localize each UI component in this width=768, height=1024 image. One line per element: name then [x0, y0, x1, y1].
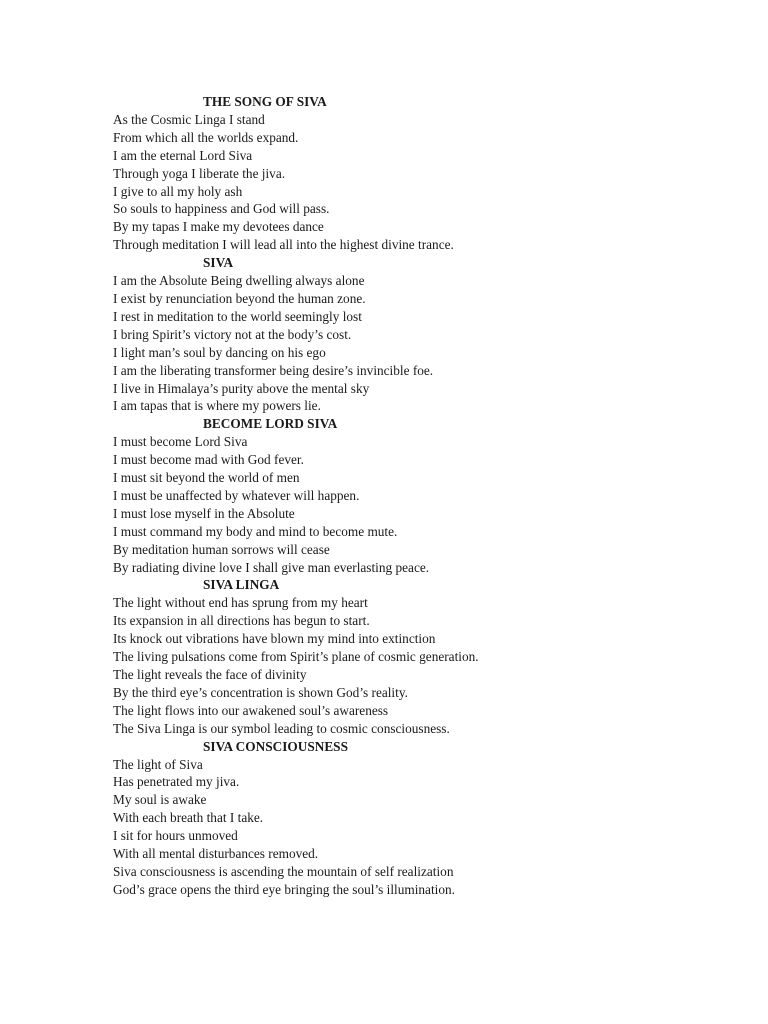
poem-line: By my tapas I make my devotees dance	[113, 219, 324, 235]
poem-line: From which all the worlds expand.	[113, 129, 299, 145]
poem-line: God’s grace opens the third eye bringing the soul’s illumination.	[113, 881, 455, 897]
poem-line: I bring Spirit’s victory not at the body’s cost.	[113, 326, 352, 342]
poem-line: I give to all my holy ash	[113, 183, 243, 199]
poem-line: Through yoga I liberate the jiva.	[113, 165, 286, 181]
poem-line: Through meditation I will lead all into the highest divine trance.	[113, 237, 454, 253]
section-title: THE SONG OF SIVA	[203, 94, 327, 109]
section-title: BECOME LORD SIVA	[203, 416, 338, 432]
poem-line: Its knock out vibrations have blown my mind into extinction	[113, 631, 436, 647]
poem-line: I must be unaffected by whatever will happen.	[113, 487, 360, 503]
poem-line: I live in Himalaya’s purity above the mental sky	[113, 380, 370, 396]
poem-line: I must sit beyond the world of men	[113, 470, 300, 486]
poem-line: I am the liberating transformer being desire’s invincible foe.	[113, 362, 434, 378]
poem-line: By meditation human sorrows will cease	[113, 541, 330, 557]
poem-line: By radiating divine love I shall give man everlasting peace.	[113, 559, 430, 575]
poem-line: I sit for hours unmoved	[113, 828, 238, 844]
section-title: SIVA CONSCIOUSNESS	[203, 738, 348, 754]
poem-line: I rest in meditation to the world seemingly lost	[113, 308, 362, 324]
poem-line: My soul is awake	[113, 792, 207, 808]
poem-line: The light of Siva	[113, 756, 203, 772]
section-title: SIVA LINGA	[203, 577, 280, 593]
poem-line: With all mental disturbances removed.	[113, 846, 319, 862]
poem-line: The light flows into our awakened soul’s awareness	[113, 702, 389, 718]
poem-line: I am the Absolute Being dwelling always alone	[113, 273, 365, 289]
poem-line: Its expansion in all directions has begun to start.	[113, 613, 370, 629]
poem-line: The light reveals the face of divinity	[113, 667, 307, 682]
poem-line: So souls to happiness and God will pass.	[113, 201, 330, 217]
section-siva-linga	[113, 576, 733, 737]
poem-line: The light without end has sprung from my heart	[113, 595, 368, 611]
poem-line: I must command my body and mind to become mute.	[113, 523, 398, 539]
poem-line: By the third eye’s concentration is shown God’s reality.	[113, 684, 408, 700]
section-siva-consciousness	[113, 738, 733, 899]
poem-line: As the Cosmic Linga I stand	[113, 111, 265, 127]
poem-line: The Siva Linga is our symbol leading to cosmic consciousness.	[113, 720, 450, 736]
document-page	[113, 93, 733, 899]
poem-line: I must become mad with God fever.	[113, 452, 304, 468]
section-song-of-siva	[113, 93, 733, 254]
poem-line: Siva consciousness is ascending the mountain of self realization	[113, 863, 454, 879]
poem-line: I must become Lord Siva	[113, 434, 248, 450]
section-siva	[113, 254, 733, 415]
poem-line: I light man’s soul by dancing on his ego	[113, 344, 326, 360]
poem-line: I am the eternal Lord Siva	[113, 147, 253, 163]
poem-line: I exist by renunciation beyond the human zone.	[113, 290, 366, 306]
poem-line: Has penetrated my jiva.	[113, 774, 240, 790]
poem-line: I am tapas that is where my powers lie.	[113, 398, 321, 414]
poem-line: I must lose myself in the Absolute	[113, 505, 295, 521]
poem-line: With each breath that I take.	[113, 810, 264, 826]
section-title: SIVA	[203, 255, 234, 271]
section-become-lord-siva	[113, 415, 733, 576]
poem-line: The living pulsations come from Spirit’s plane of cosmic generation.	[113, 649, 479, 665]
